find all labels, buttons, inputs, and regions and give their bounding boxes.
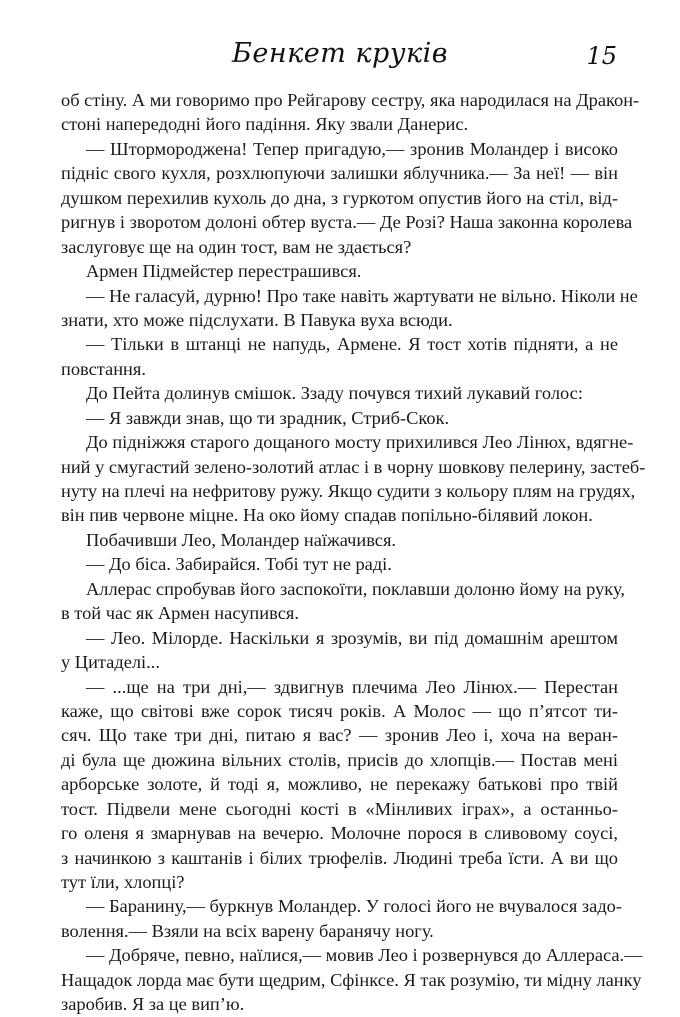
- page-number: 15: [586, 42, 617, 70]
- text-line: — Не галасуй, дурню! Про таке навіть жартувати не вільно. Ніколи не: [86, 285, 638, 306]
- body-text: [61, 88, 646, 1017]
- text-line: До підніжжя старого дощаного мосту прихилився Лео Лінюх, вдягне-: [86, 432, 634, 453]
- text-line: Армен Підмейстер перестрашився.: [86, 261, 362, 282]
- text-line: в той час як Армен насупився.: [61, 603, 299, 624]
- text-line: — Баранину,— буркнув Моландер. У голосі його не вчувалося задо-: [86, 896, 622, 917]
- text-line: тост. Підвели мене сьогодні кості в «Мінливих іграх», а останньо-: [61, 798, 618, 819]
- running-header: [0, 38, 680, 78]
- text-line: — Лео. Мілорде. Наскільки я зрозумів, ви під домашнім арештом: [86, 627, 618, 648]
- text-line: повстання.: [61, 358, 146, 379]
- text-line: душком перехилив кухоль до дна, з гуркотом опустив його на стіл, від-: [61, 187, 618, 208]
- text-line: — ...ще на три дні,— здвигнув плечима Лео Лінюх.— Перестан: [86, 676, 618, 697]
- text-line: підніс свого кухля, розхлюпуючи залишки яблучника.— За неї! — він: [61, 163, 618, 184]
- text-line: об стіну. А ми говоримо про Рейгарову сестру, яка народилася на Дракон-: [61, 90, 640, 110]
- text-line: ригнув і зворотом долоні обтер вуста.— Де Розі? Наша законна королева: [61, 212, 633, 233]
- text-line: знати, хто може підслухати. В Павука вуха всюди.: [61, 309, 453, 330]
- text-line: з начинкою з каштанів і білих трюфелів. Людині треба їсти. А ви що: [61, 847, 618, 868]
- text-line: ний у смугастий зелено-золотий атлас і в чорну шовкову пелерину, застеб-: [61, 456, 646, 477]
- text-line: нуту на плечі на нефритову ружу. Якщо судити з кольору плям на грудях,: [61, 481, 636, 501]
- text-line: — Штормороджена! Тепер пригадую,— зронив Моландер і високо: [86, 138, 618, 159]
- text-line: Побачивши Лео, Моландер наїжачився.: [86, 529, 397, 550]
- text-line: Аллерас спробував його заспокоїти, поклавши долоню йому на руку,: [86, 578, 625, 599]
- text-line: Нащадок лорда має бути щедрим, Сфінксе. Я так розумію, ти мідну ланку: [61, 969, 642, 990]
- text-line: тут їли, хлопці?: [61, 872, 185, 892]
- text-line: заробив. Я за це вип’ю.: [61, 994, 245, 1015]
- text-line: у Цитаделі...: [61, 652, 160, 673]
- text-line: каже, що світові вже сорок тисяч років. А Молос — що п’ятсот ти-: [61, 700, 618, 721]
- text-line: сяч. Що таке три дні, питаю я вас? — зронив Лео і, хоча на веран-: [61, 725, 618, 746]
- text-line: волення.— Взяли на всіх варену баранячу ногу.: [61, 920, 434, 941]
- text-line: — До біса. Забирайся. Тобі тут не раді.: [86, 554, 392, 575]
- text-line: — Добряче, певно, наїлися,— мовив Лео і розвернувся до Аллераса.—: [86, 945, 643, 966]
- text-line: він пив червоне міцне. На око йому спадав попільно-білявий локон.: [61, 505, 593, 526]
- text-line: До Пейта долинув смішок. Ззаду почувся тихий лукавий голос:: [86, 383, 583, 404]
- running-title: Бенкет круків: [232, 38, 448, 69]
- text-line: стоні напередодні його падіння. Яку звали Данерис.: [61, 114, 469, 135]
- text-line: го оленя я змарнував на вечерю. Молочне порося в сливовому соусі,: [61, 823, 618, 844]
- text-line: ді була ще дюжина вільних столів, присів до хлопців.— Постав мені: [61, 749, 618, 770]
- text-line: арборське золоте, й тоді я, можливо, не перекажу батькові про твій: [61, 774, 618, 795]
- text-line: заслуговує ще на один тост, вам не здається?: [61, 236, 412, 257]
- text-line: — Я завжди знав, що ти зрадник, Стриб-Скок.: [86, 407, 450, 428]
- text-line: — Тільки в штанці не напудь, Армене. Я тост хотів підняти, а не: [86, 334, 618, 355]
